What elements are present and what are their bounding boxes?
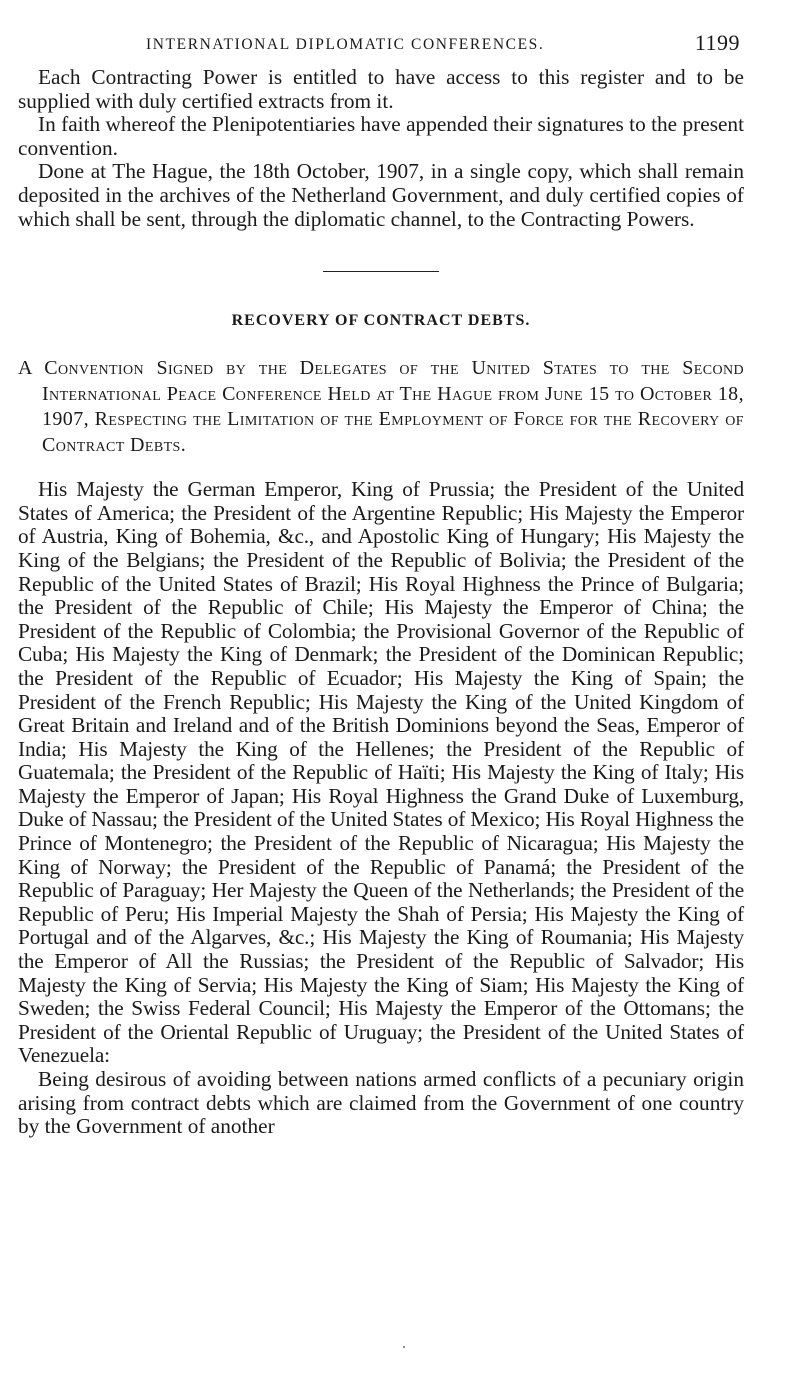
convention-heading: A Convention Signed by the Delegates of the United States to the Second International Peace Conference Held at The Hague from June 15 to October 18, 1907, Respecting the Limitation of the Employment of Force for the Recovery of Contract Debts. — [18, 357, 744, 456]
section-title: RECOVERY OF CONTRACT DEBTS. — [231, 312, 531, 330]
running-header — [18, 30, 744, 66]
page-number: 1199 — [694, 30, 740, 55]
page-content — [18, 30, 744, 1139]
register-access-paragraph: Each Contracting Power is entitled to have access to this register and to be supplied with duly certified extracts from it. — [18, 65, 744, 113]
done-at-hague-paragraph: Done at The Hague, the 18th October, 1907, in a single copy, which shall remain deposited in the archives of the Netherland Government, and duly certified copies of which shall be sent, through the diplomatic channel, to the Contracting Powers. — [18, 159, 744, 231]
running-title: INTERNATIONAL DIPLOMATIC CONFERENCES. — [146, 36, 545, 53]
signatures-paragraph: In faith whereof the Plenipotentiaries have appended their signatures to the present convention. — [18, 112, 744, 160]
page-mark — [403, 1346, 405, 1348]
purpose-paragraph: Being desirous of avoiding between nations armed conflicts of a pecuniary origin arising from contract debts which are claimed from the Government of one country by the Government of another — [18, 1067, 744, 1139]
contracting-parties-paragraph: His Majesty the German Emperor, King of Prussia; the President of the United States of America; the President of the Argentine Republic; His Majesty the Emperor of Austria, King of Bohemia, &c., and Apostolic King of Hungary; His Majesty the King of the Belgians; the President of the Republic of Bolivia; the President of the Republic of the United States of Brazil; His Royal Highness the Prince of Bulgaria; the President of the Republic of Chile; His Majesty the Emperor of China; the President of the Republic of Colombia; the Provisional Governor of the Republic of Cuba; His Majesty the King of Denmark; the President of the Dominican Republic; the President of the Republic of Ecuador; His Majesty the King of Spain; the President of the French Republic; His Majesty the King of the United Kingdom of Great Britain and Ireland and of the British Dominions beyond the Seas, Emperor of India; His Majesty the King of the Hellenes; the President of the Republic of Guatemala; the President of the Republic of Haïti; His Majesty the King of Italy; His Majesty the Emperor of Japan; His Royal Highness the Grand Duke of Luxemburg, Duke of Nassau; the President of the United States of Mexico; His Royal Highness the Prince of Montenegro; the President of the Republic of Nicaragua; His Majesty the King of Norway; the President of the Republic of Panamá; the President of the Republic of Paraguay; Her Majesty the Queen of the Netherlands; the President of the Republic of Peru; His Imperial Majesty the Shah of Persia; His Majesty the King of Portugal and of the Algarves, &c.; His Majesty the King of Roumania; His Majesty the Emperor of All the Russias; the President of the Republic of Salvador; His Majesty the King of Servia; His Majesty the King of Siam; His Majesty the King of Sweden; the Swiss Federal Council; His Majesty the Emperor of the Ottomans; the President of the Oriental Republic of Uruguay; the President of the United States of Venezuela: — [18, 477, 744, 1068]
section-divider — [323, 271, 439, 272]
